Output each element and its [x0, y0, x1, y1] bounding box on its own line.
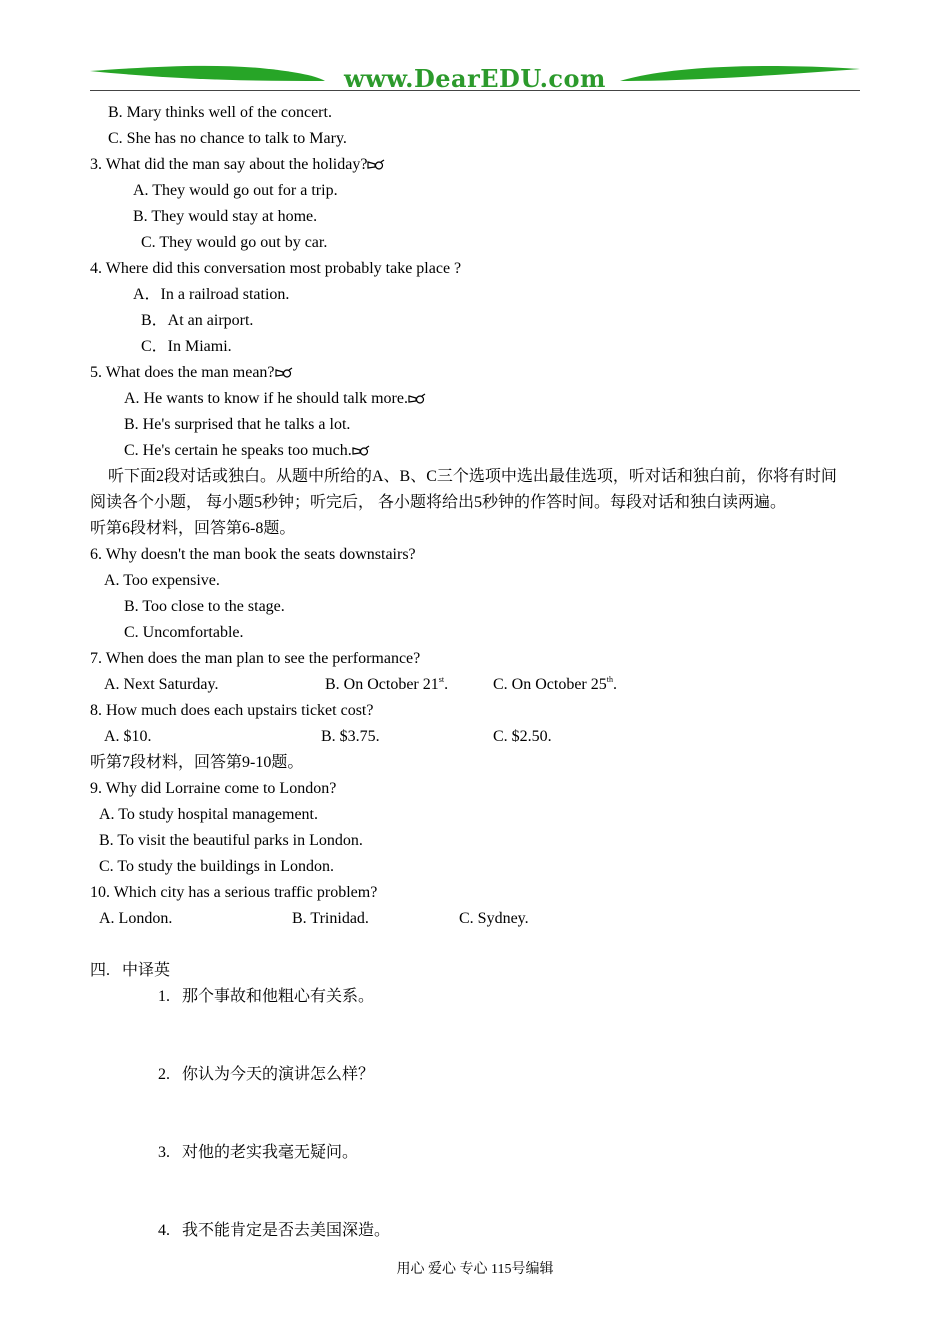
q7-option-a: A. Next Saturday. — [104, 676, 219, 693]
q6-option-b: B. Too close to the stage. — [124, 598, 285, 615]
q5-option-c — [124, 441, 370, 461]
section-4-heading: 四. 中译英 — [90, 962, 171, 979]
question-9: 9. Why did Lorraine come to London? — [90, 780, 337, 797]
question-8: 8. How much does each upstairs ticket cost? — [90, 702, 374, 719]
q2-option-b: B. Mary thinks well of the concert. — [108, 104, 332, 121]
q3-option-a: A. They would go out for a trip. — [133, 182, 338, 199]
q10-option-c: C. Sydney. — [459, 910, 529, 927]
q9-option-c: C. To study the buildings in London. — [99, 858, 335, 875]
q7-option-c-text: C. On October 25 — [493, 676, 607, 693]
instructions-line-1: 听下面2段对话或独白。从题中所给的A、B、C三个选项中选出最佳选项，听对话和独白前，你将有时间 — [108, 468, 837, 485]
site-logo[interactable]: www.DearEDU.com — [344, 64, 606, 93]
question-3 — [90, 155, 385, 175]
q9-option-b: B. To visit the beautiful parks in London. — [99, 832, 363, 849]
q2-option-c: C. She has no chance to talk to Mary. — [108, 130, 347, 147]
q5-option-b: B. He's surprised that he talks a lot. — [124, 416, 351, 433]
q10-option-b: B. Trinidad. — [292, 910, 369, 927]
section-7-heading: 听第7段材料，回答第9-10题。 — [90, 754, 304, 771]
q5-option-a — [124, 389, 426, 409]
audio-horn-icon — [275, 367, 293, 378]
audio-horn-icon — [408, 393, 426, 404]
translation-item-3: 3. 对他的老实我毫无疑问。 — [158, 1144, 359, 1161]
q3-option-b: B. They would stay at home. — [133, 208, 318, 225]
q7-option-c: C. On October 25th. — [493, 675, 617, 693]
instructions-line-2: 阅读各个小题， 每小题5秒钟；听完后， 各小题将给出5秒钟的作答时间。每段对话和独白读两遍。 — [90, 494, 787, 511]
translation-item-2: 2. 你认为今天的演讲怎么样？ — [158, 1066, 375, 1083]
question-4: 4. Where did this conversation most probably take place ? — [90, 260, 462, 277]
translation-item-1: 1. 那个事故和他粗心有关系。 — [158, 988, 375, 1005]
q6-option-a: A. Too expensive. — [104, 572, 220, 589]
q4-option-b: B．At an airport. — [141, 312, 254, 329]
section-6-heading: 听第6段材料，回答第6-8题。 — [90, 520, 296, 537]
q7-option-b-suffix: st — [438, 675, 445, 684]
q6-option-c: C. Uncomfortable. — [124, 624, 244, 641]
audio-horn-icon — [352, 445, 370, 456]
q8-option-a: A. $10. — [104, 728, 152, 745]
q7-option-b: B. On October 21st. — [325, 675, 449, 693]
q7-option-b-text: B. On October 21 — [325, 676, 439, 693]
translation-item-4: 4. 我不能肯定是否去美国深造。 — [158, 1222, 391, 1239]
page-footer: 用心 爱心 专心 115号编辑 — [396, 1262, 554, 1277]
audio-horn-icon — [367, 159, 385, 170]
q8-option-b: B. $3.75. — [321, 728, 380, 745]
question-3-text: 3. What did the man say about the holiday? — [90, 156, 368, 173]
q9-option-a: A. To study hospital management. — [99, 806, 318, 823]
q10-option-a: A. London. — [99, 910, 173, 927]
question-7: 7. When does the man plan to see the performance? — [90, 650, 421, 667]
q5-option-a-text: A. He wants to know if he should talk more. — [124, 390, 408, 407]
q8-option-c: C. $2.50. — [493, 728, 552, 745]
q7-option-c-suffix: th — [606, 675, 613, 684]
q4-option-c: C．In Miami. — [141, 338, 232, 355]
question-5 — [90, 363, 293, 383]
header-divider — [90, 90, 860, 91]
q4-option-a: A．In a railroad station. — [133, 286, 290, 303]
question-10: 10. Which city has a serious traffic problem? — [90, 884, 378, 901]
question-6: 6. Why doesn't the man book the seats downstairs? — [90, 546, 416, 563]
q3-option-c: C. They would go out by car. — [141, 234, 328, 251]
question-5-text: 5. What does the man mean? — [90, 364, 275, 381]
q5-option-c-text: C. He's certain he speaks too much. — [124, 442, 352, 459]
